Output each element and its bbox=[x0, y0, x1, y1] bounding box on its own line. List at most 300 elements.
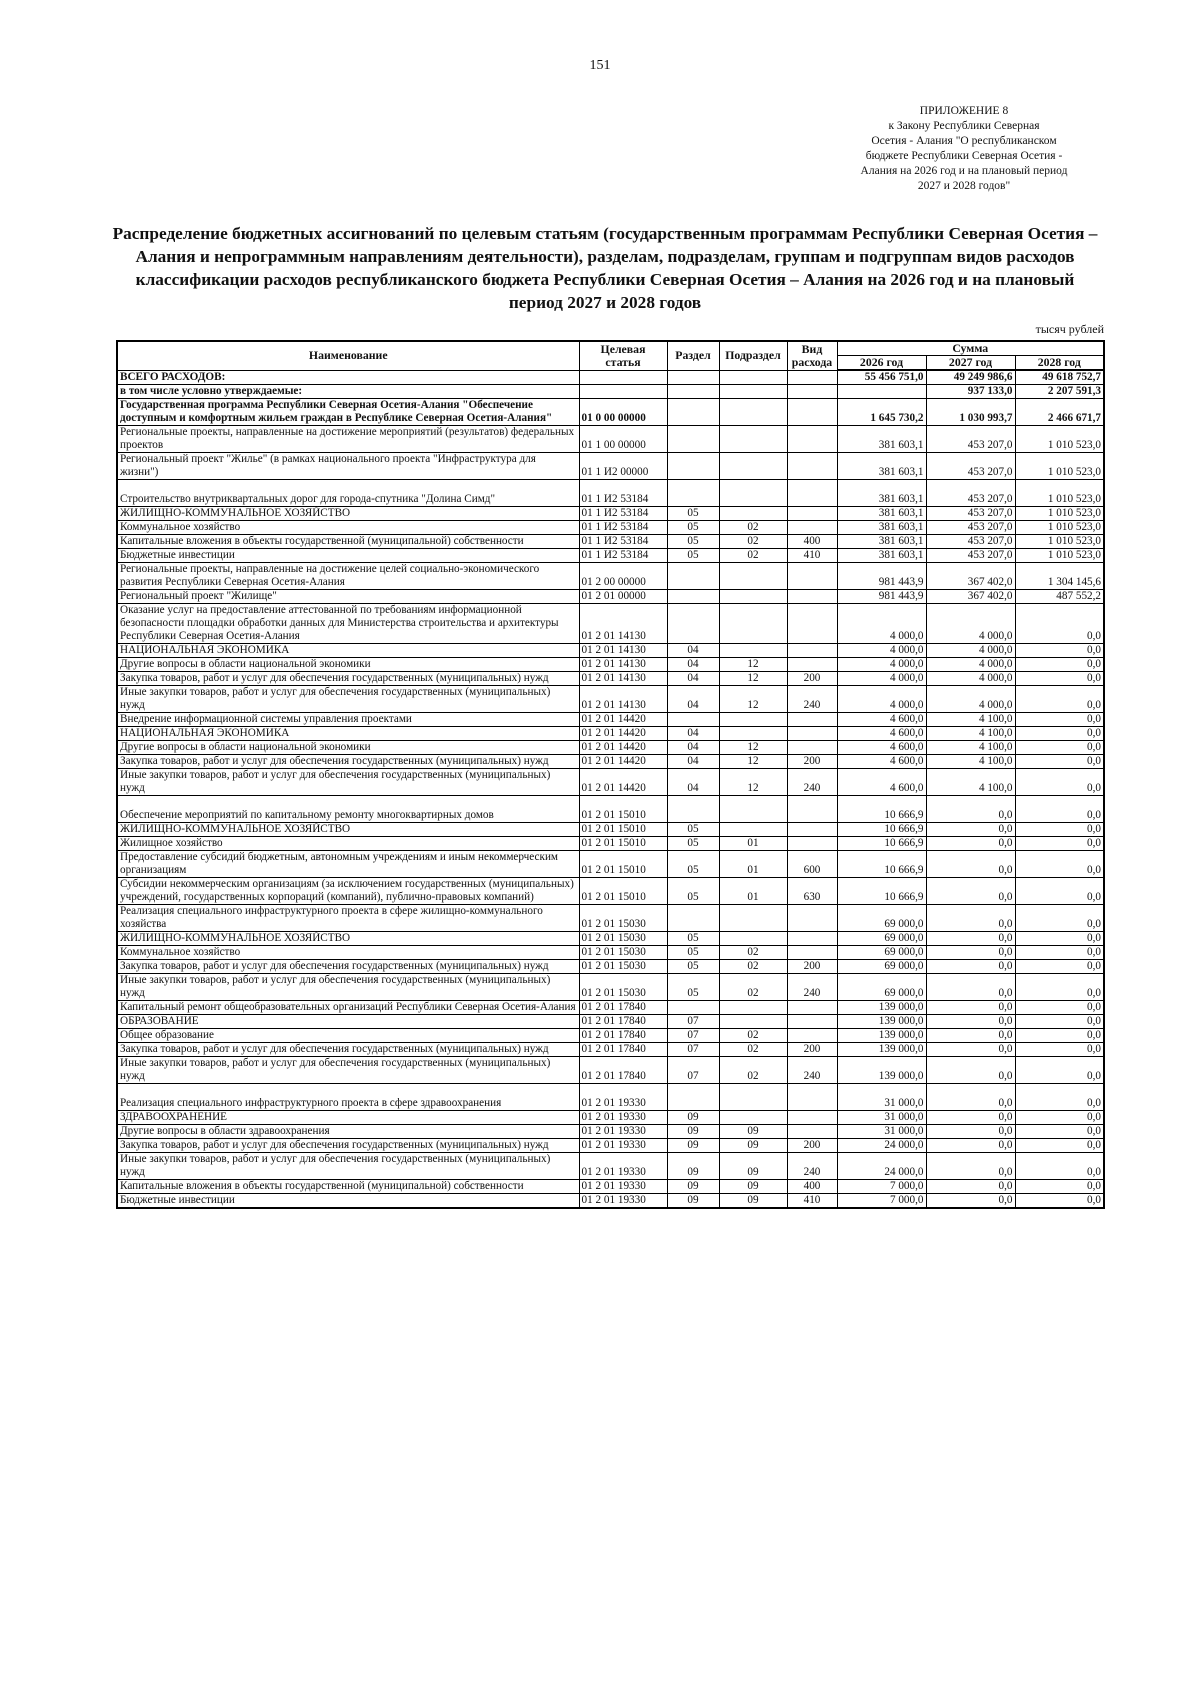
cell-name: Бюджетные инвестиции bbox=[117, 1194, 579, 1209]
cell-2026: 10 666,9 bbox=[837, 851, 926, 878]
cell-name: Региональные проекты, направленные на достижение целей социально-экономического развития Республики Северная Осетия-Алания bbox=[117, 563, 579, 590]
cell-type bbox=[787, 658, 837, 672]
cell-subsection bbox=[719, 644, 787, 658]
cell-target: 01 2 01 17840 bbox=[579, 1015, 667, 1029]
cell-2027: 0,0 bbox=[926, 1194, 1015, 1209]
cell-type bbox=[787, 370, 837, 385]
table-row bbox=[117, 1194, 1104, 1209]
cell-name: Закупка товаров, работ и услуг для обеспечения государственных (муниципальных) нужд bbox=[117, 1043, 579, 1057]
cell-2028: 0,0 bbox=[1015, 1194, 1104, 1209]
cell-name: Общее образование bbox=[117, 1029, 579, 1043]
cell-target: 01 2 01 17840 bbox=[579, 1043, 667, 1057]
cell-subsection bbox=[719, 905, 787, 932]
cell-subsection bbox=[719, 1084, 787, 1111]
cell-2028: 0,0 bbox=[1015, 644, 1104, 658]
cell-2027: 453 207,0 bbox=[926, 507, 1015, 521]
table-row bbox=[117, 507, 1104, 521]
cell-type: 200 bbox=[787, 960, 837, 974]
cell-2026: 139 000,0 bbox=[837, 1043, 926, 1057]
cell-2027: 453 207,0 bbox=[926, 453, 1015, 480]
cell-target: 01 2 01 14130 bbox=[579, 672, 667, 686]
cell-target: 01 1 И2 53184 bbox=[579, 507, 667, 521]
cell-2026: 1 645 730,2 bbox=[837, 399, 926, 426]
table-row bbox=[117, 1153, 1104, 1180]
cell-2027: 4 100,0 bbox=[926, 755, 1015, 769]
table-row bbox=[117, 1084, 1104, 1111]
cell-subsection bbox=[719, 453, 787, 480]
cell-section bbox=[667, 385, 719, 399]
table-row bbox=[117, 905, 1104, 932]
cell-2028: 0,0 bbox=[1015, 960, 1104, 974]
table-row bbox=[117, 727, 1104, 741]
cell-type bbox=[787, 644, 837, 658]
cell-type bbox=[787, 1111, 837, 1125]
cell-2027: 453 207,0 bbox=[926, 426, 1015, 453]
table-row bbox=[117, 823, 1104, 837]
cell-name: Капитальные вложения в объекты государственной (муниципальной) собственности bbox=[117, 535, 579, 549]
cell-name: Закупка товаров, работ и услуг для обеспечения государственных (муниципальных) нужд bbox=[117, 1139, 579, 1153]
cell-2027: 0,0 bbox=[926, 1153, 1015, 1180]
cell-target: 01 2 01 14420 bbox=[579, 727, 667, 741]
cell-2026: 139 000,0 bbox=[837, 1015, 926, 1029]
cell-2027: 0,0 bbox=[926, 1180, 1015, 1194]
cell-2026: 381 603,1 bbox=[837, 453, 926, 480]
cell-section: 05 bbox=[667, 974, 719, 1001]
table-row bbox=[117, 385, 1104, 399]
table-row bbox=[117, 851, 1104, 878]
cell-2026: 10 666,9 bbox=[837, 837, 926, 851]
cell-section: 04 bbox=[667, 769, 719, 796]
table-row bbox=[117, 1139, 1104, 1153]
cell-2027: 0,0 bbox=[926, 1111, 1015, 1125]
cell-target: 01 2 01 15010 bbox=[579, 823, 667, 837]
header-subsection: Подраздел bbox=[719, 341, 787, 370]
cell-2028: 0,0 bbox=[1015, 1111, 1104, 1125]
cell-2028: 487 552,2 bbox=[1015, 590, 1104, 604]
cell-subsection bbox=[719, 507, 787, 521]
cell-2028: 0,0 bbox=[1015, 796, 1104, 823]
cell-subsection: 02 bbox=[719, 521, 787, 535]
table-row bbox=[117, 755, 1104, 769]
cell-2028: 0,0 bbox=[1015, 1125, 1104, 1139]
cell-subsection bbox=[719, 1001, 787, 1015]
cell-target: 01 2 01 14420 bbox=[579, 741, 667, 755]
table-body bbox=[117, 370, 1104, 1208]
cell-section bbox=[667, 480, 719, 507]
cell-subsection: 01 bbox=[719, 837, 787, 851]
table-row bbox=[117, 426, 1104, 453]
cell-subsection: 09 bbox=[719, 1153, 787, 1180]
cell-type bbox=[787, 1001, 837, 1015]
table-row bbox=[117, 604, 1104, 644]
cell-2027: 453 207,0 bbox=[926, 549, 1015, 563]
cell-2028: 49 618 752,7 bbox=[1015, 370, 1104, 385]
table-row bbox=[117, 960, 1104, 974]
cell-target: 01 2 01 17840 bbox=[579, 1057, 667, 1084]
cell-name: Региональный проект "Жилье" (в рамках национального проекта "Инфраструктура для жизни") bbox=[117, 453, 579, 480]
cell-section: 05 bbox=[667, 549, 719, 563]
cell-target: 01 2 01 14130 bbox=[579, 604, 667, 644]
cell-target: 01 1 И2 00000 bbox=[579, 453, 667, 480]
cell-target: 01 2 01 19330 bbox=[579, 1153, 667, 1180]
table-row bbox=[117, 658, 1104, 672]
table-row bbox=[117, 480, 1104, 507]
cell-2027: 453 207,0 bbox=[926, 521, 1015, 535]
cell-name: Коммунальное хозяйство bbox=[117, 521, 579, 535]
cell-2026: 4 600,0 bbox=[837, 755, 926, 769]
cell-2027: 4 000,0 bbox=[926, 658, 1015, 672]
cell-2026: 4 000,0 bbox=[837, 644, 926, 658]
table-row bbox=[117, 370, 1104, 385]
cell-type bbox=[787, 932, 837, 946]
cell-subsection bbox=[719, 796, 787, 823]
cell-type: 200 bbox=[787, 1139, 837, 1153]
cell-name: Предоставление субсидий бюджетным, автономным учреждениям и иным некоммерческим организациям bbox=[117, 851, 579, 878]
cell-name: ЖИЛИЩНО-КОММУНАЛЬНОЕ ХОЗЯЙСТВО bbox=[117, 932, 579, 946]
cell-type: 240 bbox=[787, 769, 837, 796]
cell-2026: 4 600,0 bbox=[837, 769, 926, 796]
cell-2026: 7 000,0 bbox=[837, 1194, 926, 1209]
cell-2028: 1 010 523,0 bbox=[1015, 480, 1104, 507]
page-number: 151 bbox=[589, 58, 611, 73]
cell-type bbox=[787, 796, 837, 823]
cell-subsection bbox=[719, 1015, 787, 1029]
table-row bbox=[117, 1125, 1104, 1139]
cell-section bbox=[667, 604, 719, 644]
appendix-line: бюджете Республики Северная Осетия - bbox=[865, 150, 1063, 162]
cell-target: 01 2 01 17840 bbox=[579, 1001, 667, 1015]
table-row bbox=[117, 741, 1104, 755]
cell-2027: 4 100,0 bbox=[926, 727, 1015, 741]
table-row bbox=[117, 1001, 1104, 1015]
cell-type bbox=[787, 1125, 837, 1139]
table-row bbox=[117, 672, 1104, 686]
table-row bbox=[117, 535, 1104, 549]
cell-section bbox=[667, 399, 719, 426]
cell-name: Жилищное хозяйство bbox=[117, 837, 579, 851]
header-name: Наименование bbox=[117, 341, 579, 370]
cell-subsection: 02 bbox=[719, 974, 787, 1001]
table-row bbox=[117, 796, 1104, 823]
cell-type bbox=[787, 521, 837, 535]
cell-2027: 453 207,0 bbox=[926, 535, 1015, 549]
cell-2026: 4 600,0 bbox=[837, 727, 926, 741]
cell-2026 bbox=[837, 385, 926, 399]
cell-subsection: 01 bbox=[719, 878, 787, 905]
cell-section: 07 bbox=[667, 1043, 719, 1057]
cell-2028: 0,0 bbox=[1015, 769, 1104, 796]
cell-name: Обеспечение мероприятий по капитальному ремонту многоквартирных домов bbox=[117, 796, 579, 823]
cell-target: 01 2 01 15030 bbox=[579, 905, 667, 932]
cell-type: 200 bbox=[787, 1043, 837, 1057]
cell-section: 09 bbox=[667, 1180, 719, 1194]
cell-2026: 139 000,0 bbox=[837, 1001, 926, 1015]
cell-subsection: 09 bbox=[719, 1139, 787, 1153]
cell-subsection bbox=[719, 823, 787, 837]
cell-2027: 0,0 bbox=[926, 1001, 1015, 1015]
cell-name: Региональный проект "Жилище" bbox=[117, 590, 579, 604]
cell-2028: 0,0 bbox=[1015, 713, 1104, 727]
cell-section: 04 bbox=[667, 686, 719, 713]
cell-2027: 4 100,0 bbox=[926, 769, 1015, 796]
cell-2026: 69 000,0 bbox=[837, 905, 926, 932]
cell-name: Капитальный ремонт общеобразовательных организаций Республики Северная Осетия-Алания bbox=[117, 1001, 579, 1015]
cell-name: Другие вопросы в области национальной экономики bbox=[117, 741, 579, 755]
cell-2028: 1 304 145,6 bbox=[1015, 563, 1104, 590]
cell-2028: 1 010 523,0 bbox=[1015, 507, 1104, 521]
cell-name: Внедрение информационной системы управления проектами bbox=[117, 713, 579, 727]
cell-target: 01 1 И2 53184 bbox=[579, 521, 667, 535]
cell-2026: 381 603,1 bbox=[837, 535, 926, 549]
cell-2027: 0,0 bbox=[926, 1015, 1015, 1029]
cell-2028: 0,0 bbox=[1015, 1057, 1104, 1084]
cell-section bbox=[667, 563, 719, 590]
cell-target: 01 2 01 19330 bbox=[579, 1139, 667, 1153]
table-row bbox=[117, 399, 1104, 426]
cell-target: 01 2 01 19330 bbox=[579, 1084, 667, 1111]
cell-name: Иные закупки товаров, работ и услуг для обеспечения государственных (муниципальных) нужд bbox=[117, 1057, 579, 1084]
appendix-line: ПРИЛОЖЕНИЕ 8 bbox=[919, 105, 1009, 117]
cell-2028: 0,0 bbox=[1015, 946, 1104, 960]
table-row bbox=[117, 1015, 1104, 1029]
cell-2027: 0,0 bbox=[926, 960, 1015, 974]
cell-subsection bbox=[719, 563, 787, 590]
cell-subsection bbox=[719, 604, 787, 644]
cell-2028: 0,0 bbox=[1015, 974, 1104, 1001]
cell-section bbox=[667, 1084, 719, 1111]
cell-type: 630 bbox=[787, 878, 837, 905]
cell-target: 01 2 01 15030 bbox=[579, 946, 667, 960]
cell-2026: 69 000,0 bbox=[837, 960, 926, 974]
table-row bbox=[117, 1029, 1104, 1043]
cell-subsection: 02 bbox=[719, 1057, 787, 1084]
cell-type bbox=[787, 1084, 837, 1111]
cell-2027: 0,0 bbox=[926, 932, 1015, 946]
cell-subsection bbox=[719, 426, 787, 453]
cell-section: 04 bbox=[667, 755, 719, 769]
cell-2028: 2 466 671,7 bbox=[1015, 399, 1104, 426]
cell-name: ОБРАЗОВАНИЕ bbox=[117, 1015, 579, 1029]
cell-subsection: 12 bbox=[719, 658, 787, 672]
cell-2027: 1 030 993,7 bbox=[926, 399, 1015, 426]
header-year-2027: 2027 год bbox=[926, 356, 1015, 371]
cell-2026: 139 000,0 bbox=[837, 1029, 926, 1043]
cell-name: Закупка товаров, работ и услуг для обеспечения государственных (муниципальных) нужд bbox=[117, 672, 579, 686]
cell-2027: 4 000,0 bbox=[926, 686, 1015, 713]
table-row bbox=[117, 549, 1104, 563]
cell-2028: 0,0 bbox=[1015, 727, 1104, 741]
cell-type: 200 bbox=[787, 672, 837, 686]
cell-2028: 1 010 523,0 bbox=[1015, 426, 1104, 453]
cell-subsection: 09 bbox=[719, 1194, 787, 1209]
cell-target: 01 2 01 19330 bbox=[579, 1194, 667, 1209]
cell-2026: 7 000,0 bbox=[837, 1180, 926, 1194]
cell-name: Реализация специального инфраструктурного проекта в сфере жилищно-коммунального хозяйства bbox=[117, 905, 579, 932]
document-title: Распределение бюджетных ассигнований по целевым статьям (государственным программам Республики Северная Осетия – Алания и непрограммным направлениям деятельности), разделам, подразделам, группам и подгруппам видов расходов классификации расходов республиканского бюджета Республики Северная Осетия – Алания на 2026 год и на плановый период 2027 и 2028 годов bbox=[112, 224, 1098, 312]
cell-target: 01 2 01 19330 bbox=[579, 1125, 667, 1139]
cell-2027: 0,0 bbox=[926, 851, 1015, 878]
cell-subsection: 02 bbox=[719, 960, 787, 974]
cell-section: 05 bbox=[667, 851, 719, 878]
cell-2027: 0,0 bbox=[926, 1139, 1015, 1153]
cell-subsection: 02 bbox=[719, 549, 787, 563]
cell-type bbox=[787, 837, 837, 851]
cell-name: НАЦИОНАЛЬНАЯ ЭКОНОМИКА bbox=[117, 727, 579, 741]
cell-target: 01 2 01 14420 bbox=[579, 713, 667, 727]
cell-2026: 10 666,9 bbox=[837, 796, 926, 823]
cell-name: Оказание услуг на предоставление аттестованной по требованиям информационной безопасности площадки обработки данных для Министерства строительства и архитектуры Республики Северная Осетия-Алания bbox=[117, 604, 579, 644]
cell-target: 01 1 И2 53184 bbox=[579, 549, 667, 563]
cell-section bbox=[667, 370, 719, 385]
cell-type: 240 bbox=[787, 974, 837, 1001]
table-row bbox=[117, 686, 1104, 713]
cell-2028: 0,0 bbox=[1015, 1043, 1104, 1057]
table-row bbox=[117, 932, 1104, 946]
cell-type bbox=[787, 399, 837, 426]
cell-name: Субсидии некоммерческим организациям (за исключением государственных (муниципальных) учреждений, государственных корпораций (компаний), публично-правовых компаний) bbox=[117, 878, 579, 905]
cell-2028: 0,0 bbox=[1015, 604, 1104, 644]
table-row bbox=[117, 974, 1104, 1001]
table-row bbox=[117, 563, 1104, 590]
cell-2026: 381 603,1 bbox=[837, 521, 926, 535]
cell-2027: 937 133,0 bbox=[926, 385, 1015, 399]
cell-target: 01 1 И2 53184 bbox=[579, 480, 667, 507]
cell-type: 240 bbox=[787, 686, 837, 713]
cell-subsection bbox=[719, 370, 787, 385]
cell-section: 04 bbox=[667, 672, 719, 686]
cell-name: Коммунальное хозяйство bbox=[117, 946, 579, 960]
cell-2026: 31 000,0 bbox=[837, 1125, 926, 1139]
cell-subsection: 12 bbox=[719, 769, 787, 796]
cell-2028: 1 010 523,0 bbox=[1015, 549, 1104, 563]
cell-2027: 0,0 bbox=[926, 1125, 1015, 1139]
cell-type bbox=[787, 480, 837, 507]
cell-2028: 0,0 bbox=[1015, 1139, 1104, 1153]
cell-section: 09 bbox=[667, 1194, 719, 1209]
cell-type bbox=[787, 1029, 837, 1043]
cell-type: 240 bbox=[787, 1153, 837, 1180]
cell-2028: 1 010 523,0 bbox=[1015, 535, 1104, 549]
cell-2026: 4 000,0 bbox=[837, 686, 926, 713]
cell-2027: 4 000,0 bbox=[926, 672, 1015, 686]
cell-2027: 0,0 bbox=[926, 1043, 1015, 1057]
cell-2026: 381 603,1 bbox=[837, 507, 926, 521]
cell-2027: 0,0 bbox=[926, 1084, 1015, 1111]
table-row bbox=[117, 1111, 1104, 1125]
cell-2026: 381 603,1 bbox=[837, 480, 926, 507]
cell-target: 01 2 01 15010 bbox=[579, 837, 667, 851]
cell-target: 01 0 00 00000 bbox=[579, 399, 667, 426]
cell-section: 04 bbox=[667, 658, 719, 672]
cell-type: 240 bbox=[787, 1057, 837, 1084]
cell-2026: 981 443,9 bbox=[837, 590, 926, 604]
cell-name: ВСЕГО РАСХОДОВ: bbox=[117, 370, 579, 385]
cell-section bbox=[667, 796, 719, 823]
cell-section: 05 bbox=[667, 535, 719, 549]
cell-2026: 69 000,0 bbox=[837, 974, 926, 1001]
cell-section: 05 bbox=[667, 878, 719, 905]
cell-2027: 0,0 bbox=[926, 1029, 1015, 1043]
cell-subsection bbox=[719, 1111, 787, 1125]
table-row bbox=[117, 521, 1104, 535]
cell-type bbox=[787, 727, 837, 741]
budget-table bbox=[116, 340, 1105, 1209]
cell-section bbox=[667, 590, 719, 604]
cell-type: 200 bbox=[787, 755, 837, 769]
cell-type bbox=[787, 453, 837, 480]
appendix-line: Осетия - Алания "О республиканском bbox=[871, 135, 1057, 147]
cell-target: 01 2 01 15030 bbox=[579, 932, 667, 946]
cell-type: 400 bbox=[787, 1180, 837, 1194]
header-section: Раздел bbox=[667, 341, 719, 370]
cell-subsection: 02 bbox=[719, 1043, 787, 1057]
cell-target: 01 2 01 15030 bbox=[579, 960, 667, 974]
cell-target: 01 2 00 00000 bbox=[579, 563, 667, 590]
header-sum: Сумма bbox=[837, 341, 1104, 356]
cell-section: 09 bbox=[667, 1125, 719, 1139]
cell-target: 01 2 01 19330 bbox=[579, 1111, 667, 1125]
cell-2026: 10 666,9 bbox=[837, 878, 926, 905]
cell-section bbox=[667, 1001, 719, 1015]
table-row bbox=[117, 769, 1104, 796]
cell-2027: 0,0 bbox=[926, 878, 1015, 905]
cell-section: 05 bbox=[667, 960, 719, 974]
cell-name: Капитальные вложения в объекты государственной (муниципальной) собственности bbox=[117, 1180, 579, 1194]
cell-2026: 381 603,1 bbox=[837, 426, 926, 453]
cell-type bbox=[787, 1015, 837, 1029]
cell-2027: 0,0 bbox=[926, 905, 1015, 932]
cell-name: ЖИЛИЩНО-КОММУНАЛЬНОЕ ХОЗЯЙСТВО bbox=[117, 507, 579, 521]
cell-2028: 0,0 bbox=[1015, 1084, 1104, 1111]
table-row bbox=[117, 878, 1104, 905]
cell-target: 01 1 И2 53184 bbox=[579, 535, 667, 549]
cell-name: Иные закупки товаров, работ и услуг для обеспечения государственных (муниципальных) нужд bbox=[117, 974, 579, 1001]
cell-subsection: 09 bbox=[719, 1180, 787, 1194]
cell-2028: 0,0 bbox=[1015, 1180, 1104, 1194]
cell-2027: 367 402,0 bbox=[926, 590, 1015, 604]
cell-section: 04 bbox=[667, 741, 719, 755]
cell-2028: 0,0 bbox=[1015, 741, 1104, 755]
cell-subsection bbox=[719, 399, 787, 426]
cell-2026: 10 666,9 bbox=[837, 823, 926, 837]
cell-target: 01 2 01 14420 bbox=[579, 769, 667, 796]
cell-2028: 0,0 bbox=[1015, 1001, 1104, 1015]
cell-target: 01 2 01 15010 bbox=[579, 851, 667, 878]
cell-type bbox=[787, 741, 837, 755]
cell-name: Иные закупки товаров, работ и услуг для обеспечения государственных (муниципальных) нужд bbox=[117, 1153, 579, 1180]
header-type: Вид расхода bbox=[787, 341, 837, 370]
cell-2026: 69 000,0 bbox=[837, 932, 926, 946]
cell-name: Региональные проекты, направленные на достижение мероприятий (результатов) федеральных проектов bbox=[117, 426, 579, 453]
cell-type bbox=[787, 426, 837, 453]
cell-target: 01 2 01 14130 bbox=[579, 658, 667, 672]
cell-subsection bbox=[719, 727, 787, 741]
table-row bbox=[117, 713, 1104, 727]
cell-section: 05 bbox=[667, 823, 719, 837]
cell-target bbox=[579, 385, 667, 399]
cell-name: Бюджетные инвестиции bbox=[117, 549, 579, 563]
cell-2028: 0,0 bbox=[1015, 932, 1104, 946]
cell-type: 410 bbox=[787, 1194, 837, 1209]
cell-type: 400 bbox=[787, 535, 837, 549]
cell-section: 05 bbox=[667, 837, 719, 851]
cell-2026: 69 000,0 bbox=[837, 946, 926, 960]
cell-2027: 4 100,0 bbox=[926, 741, 1015, 755]
cell-2028: 0,0 bbox=[1015, 672, 1104, 686]
cell-section: 05 bbox=[667, 521, 719, 535]
table-row bbox=[117, 1180, 1104, 1194]
cell-2027: 4 000,0 bbox=[926, 604, 1015, 644]
